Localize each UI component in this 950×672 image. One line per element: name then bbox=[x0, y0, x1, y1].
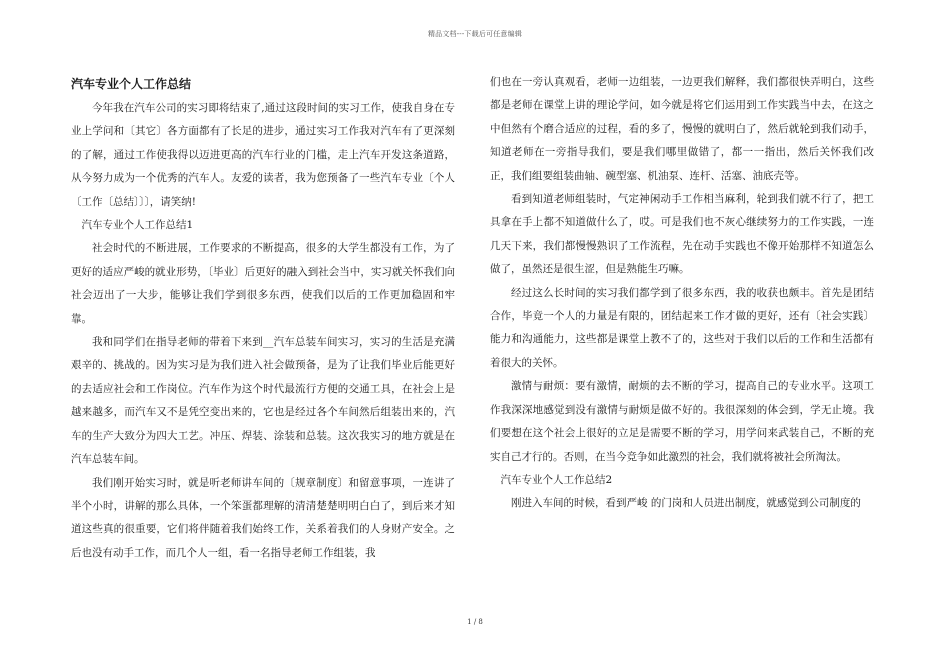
paragraph: 社会时代的不断进展，工作要求的不断提高，很多的大学生都没有工作，为了更好的适应严峻的就业形势，〔毕业〕后更好的融入到社会当中，实习就关怀我们向社会迈出了一大步，能够让我们学到很多东西，使我们以后的工作更加稳固和牢靠。 bbox=[71, 242, 455, 325]
page-number: 1 / 8 bbox=[467, 618, 483, 626]
section-heading-1: 汽车专业个人工作总结1 bbox=[81, 219, 194, 232]
paragraph: 我和同学们在指导老师的带着下来到__汽车总装车间实习，实习的生活是充满艰辛的、挑战的。因为实习是为我们进入社会做预备，是为了让我们毕业后能更好的去适应社会和工作岗位。汽车作为这个时代最流行方便的交通工具，在社会上是越来越多，而汽车又不是凭空变出来的，它也是经过各个车间然后组装出来的，汽车的生产大致分为四大工艺。冲压、焊装、涂装和总装。这次我实习的地方就是在汽车总装车间。 bbox=[71, 336, 455, 466]
paragraph: 激情与耐烦：要有激情，耐烦的去不断的学习，提高自己的专业水平。这项工作我深深地感觉到没有激情与耐烦是做不好的。我很深刻的体会到，学无止境。我们要想在这个社会上很好的立足是需要不断的学习，用学问来武装自己，不断的充实自己才行的。否则，在当今竞争如此激烈的社会，我们就将被社会所淘汰。 bbox=[490, 380, 874, 463]
intro-paragraph: 今年我在汽车公司的实习即将结束了,通过这段时间的实习工作，使我自身在专业上学问和〔其它〕各方面都有了长足的进步，通过实习工作我对汽车有了更深刻的了解，通过工作使我得以迈进更高的汽车行业的门槛，走上汽车开发这条道路，从今努力成为一个优秀的汽车人。友爱的读者，我为您预备了一些汽车专业〔个人〔工作〔总结〕〕〕，请笑纳! bbox=[71, 102, 455, 208]
section-heading-2: 汽车专业个人工作总结2 bbox=[500, 473, 613, 486]
left-column bbox=[71, 71, 455, 565]
paragraph-continued: 们也在一旁认真观看，老师一边组装，一边更我们解释，我们都很快弄明白，这些都是老师在课堂上讲的理论学问，如今就是将它们运用到工作实践当中去，在这之中但然有个磨合适应的过程，看的多了，慢慢的就明白了，然后就轮到我们动手，知道老师在一旁指导我们，要是我们哪里做错了，都一一指出，然后关怀我们改正，我们组要组装曲轴、碗型塞、机油泵、连杆、活塞、油底壳等。 bbox=[490, 76, 874, 182]
paragraph: 经过这么长时间的实习我们都学到了很多东西，我的收获也颇丰。首先是团结合作，毕竟一个人的力量是有限的，团结起来工作才做的更好，还有〔社会实践〕能力和沟通能力，这些都是课堂上教不了的，这些对于我们以后的工作和生活都有着很大的关怀。 bbox=[490, 286, 874, 369]
page-header: 精品文档---下载后可任意编辑 bbox=[427, 30, 523, 38]
right-column bbox=[490, 71, 874, 516]
paragraph: 看到知道老师组装时，气定神闲动手工作相当麻利，轮到我们就不行了，把工具拿在手上都不知道做什么了，哎。可是我们也不灰心继续努力的工作实践，一连几天下来，我们都慢慢熟识了工作流程，先在动手实践也不像开始那样不知道怎么做了，虽然还是很生涩，但是熟能生巧嘛。 bbox=[490, 193, 874, 276]
paragraph: 刚进入车间的时候，看到严峻 的门岗和人员进出制度，就感觉到公司制度的 bbox=[511, 497, 861, 510]
paragraph: 我们刚开始实习时，就是听老师讲车间的〔规章制度〕和留意事项，一连讲了半个小时，讲解的那么具体，一个笨蛋都理解的清清楚楚明明白白了，到后来才知道这些真的很重要，它们将伴随着我们始终工作，关系着我们的人身财产安全。之后也没有动手工作，而几个人一组，看一名指导老师工作组装，我 bbox=[71, 476, 455, 559]
document-title: 汽车专业个人工作总结 bbox=[71, 77, 192, 91]
